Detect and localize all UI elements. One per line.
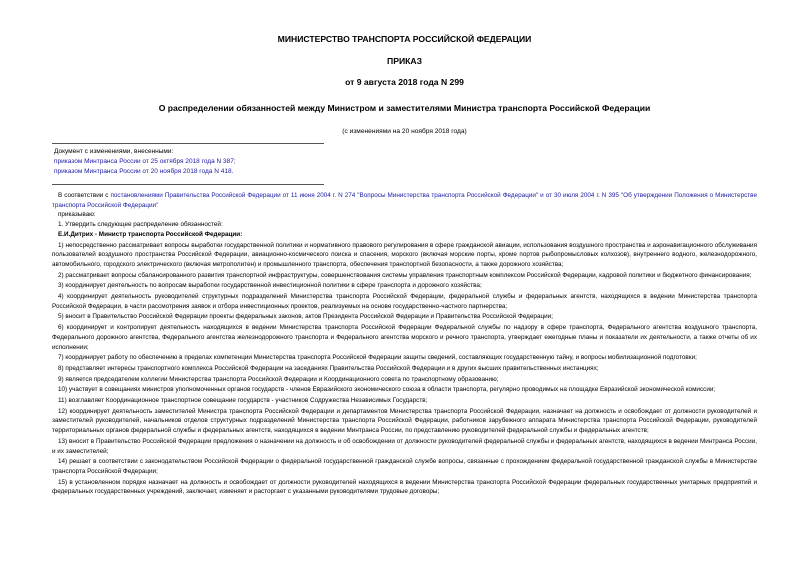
minister-heading: Е.И.Дитрих - Министр транспорта Российской Федерации: xyxy=(58,230,243,238)
duty-3: 3) координирует деятельность по вопросам выработки государственной инвестиционной политики в сфере транспорта и дорожного хозяйства; xyxy=(58,282,482,290)
duty-4: 4) координирует деятельность руководителей структурных подразделений Министерства транспорта Российской Федерации, федеральной службы и федеральных агентств, находящихся в ведении Министерства транспорта Российской Федерации, в части рассмотрения заявок и отбора инвестиционных проектов, реализуемых на основе государственно-частного партнерства; xyxy=(52,293,757,310)
item-1: 1. Утвердить следующее распределение обязанностей: xyxy=(58,221,223,229)
changes-bottom-divider xyxy=(52,184,324,185)
document-date: от 9 августа 2018 года N 299 xyxy=(345,77,464,87)
duty-14: 14) решает в соответствии с законодательством Российской Федерации о федеральной государственной гражданской службе вопросы, связанные с прохождением федеральной государственной гражданской службы в Министерстве транспорта Российской Федерации; xyxy=(52,458,757,475)
ministry-name: МИНИСТЕРСТВО ТРАНСПОРТА РОССИЙСКОЙ ФЕДЕРАЦИИ xyxy=(277,34,532,44)
document-body xyxy=(52,191,757,497)
change-link-387[interactable]: приказом Минтранса России от 25 октября 2018 года N 387; xyxy=(54,158,236,165)
preamble-order: приказываю: xyxy=(58,211,96,219)
preamble-prefix: В соответствии с xyxy=(58,192,111,199)
duty-13: 13) вносит в Правительство Российской Федерации предложения о назначении на должность и об освобождении от должности руководителей федеральной службы и федеральных агентств, находящихся в ведении Минтранса России, и их заместителей; xyxy=(52,437,757,455)
preamble xyxy=(52,191,757,210)
duty-1: 1) непосредственно рассматривает вопросы выработки государственной политики и нормативного правового регулирования в сфере гражданской авиации, использования воздушного пространства и аэронавигационного обслуживания пользователей воздушного пространства Российской Федерации, авиационно-космического поиска и спасения, морского (включая морские порты, кроме портов рыбопромысловых колхозов), внутреннего водного, железнодорожного, автомобильного, городского электрического (включая метрополитен) и промышленного транспорта, обеспечения транспортной безопасности, а также дорожного хозяйства; xyxy=(52,241,757,268)
duty-10: 10) участвует в совещаниях министров уполномоченных органов государств - членов Евразийского экономического союза в области транспорта, регулярно проводимых на площадке Евразийской экономической комиссии; xyxy=(58,386,716,394)
duty-12: 12) координирует деятельность заместителей Министра транспорта Российской Федерации и департаментов Министерства транспорта Российской Федерации, назначает на должность и освобождает от должности руководителей и заместителей руководителей, начальников отделов структурных подразделений Министерства транспорта Российской Федерации, работников зарубежного аппарата Министерства транспорта Российской Федерации, руководителей территориальных органов федеральной службы и федеральных агентств, находящихся в ведении Минтранса России, по представлению руководителей федеральной службы и федеральных агентств; xyxy=(52,407,757,435)
changes-intro: Документ с изменениями, внесенными: xyxy=(54,148,174,155)
change-link-418[interactable]: приказом Минтранса России от 20 ноября 2018 года N 418. xyxy=(54,168,234,175)
changes-note: (с изменениями на 20 ноября 2018 года) xyxy=(342,128,467,135)
duty-5: 5) вносит в Правительство Российской Федерации проекты федеральных законов, актов Президента Российской Федерации и Правительства Российской Федерации; xyxy=(58,313,553,321)
duty-15: 15) в установленном порядке назначает на должность и освобождает от должности руководителей находящихся в ведении Министерства транспорта Российской Федерации федеральных государственных унитарных предприятий и федеральных государственных учреждений, заключает, изменяет и расторгает с указанными руководителями трудовые договоры; xyxy=(52,478,757,496)
duty-7: 7) координирует работу по обеспечению в пределах компетенции Министерства транспорта Российской Федерации защиты сведений, составляющих государственную тайну, и вопросы мобилизационной подготовки; xyxy=(58,354,697,362)
document-type: ПРИКАЗ xyxy=(387,56,422,66)
document-title: О распределении обязанностей между Министром и заместителями Министра транспорта Российской Федерации xyxy=(158,103,651,113)
duty-11: 11) возглавляет Координационное транспортное совещание государств - участников Содружества Независимых Государств; xyxy=(58,397,428,405)
changes-box xyxy=(54,147,757,177)
duty-6: 6) координирует и контролирует деятельность находящихся в ведении Министерства транспорта Российской Федерации Федеральной службы по надзору в сфере транспорта, Федерального агентства воздушного транспорта, Федерального дорожного агентства, Федерального агентства железнодорожного транспорта и Федерального агентства морского и речного транспорта, утверждает ежегодные планы и показатели их деятельности, а также отчеты об их исполнении; xyxy=(52,324,757,351)
duty-2: 2) рассматривает вопросы сбалансированного развития транспортной инфраструктуры, совершенствования системы управления транспортным комплексом Российской Федерации, кадровой политики и бюджетного финансирования; xyxy=(58,271,752,279)
government-decrees-link[interactable]: постановлениями Правительства Российской Федерации от 11 июня 2004 г. N 274 "Вопросы Министерства транспорта Российской Федерации" и от 30 июля 2004 г. N 395 "Об утверждении Положения о Министерстве транспорта Российской Федерации" xyxy=(52,192,758,209)
duty-9: 9) является председателем коллегии Министерства транспорта Российской Федерации и Координационного совета по транспортному образованию; xyxy=(58,375,499,383)
duty-8: 8) представляет интересы транспортного комплекса Российской Федерации на заседаниях Правительства Российской Федерации и в других высших правительственных инстанциях; xyxy=(58,364,599,372)
changes-top-divider xyxy=(52,143,324,144)
